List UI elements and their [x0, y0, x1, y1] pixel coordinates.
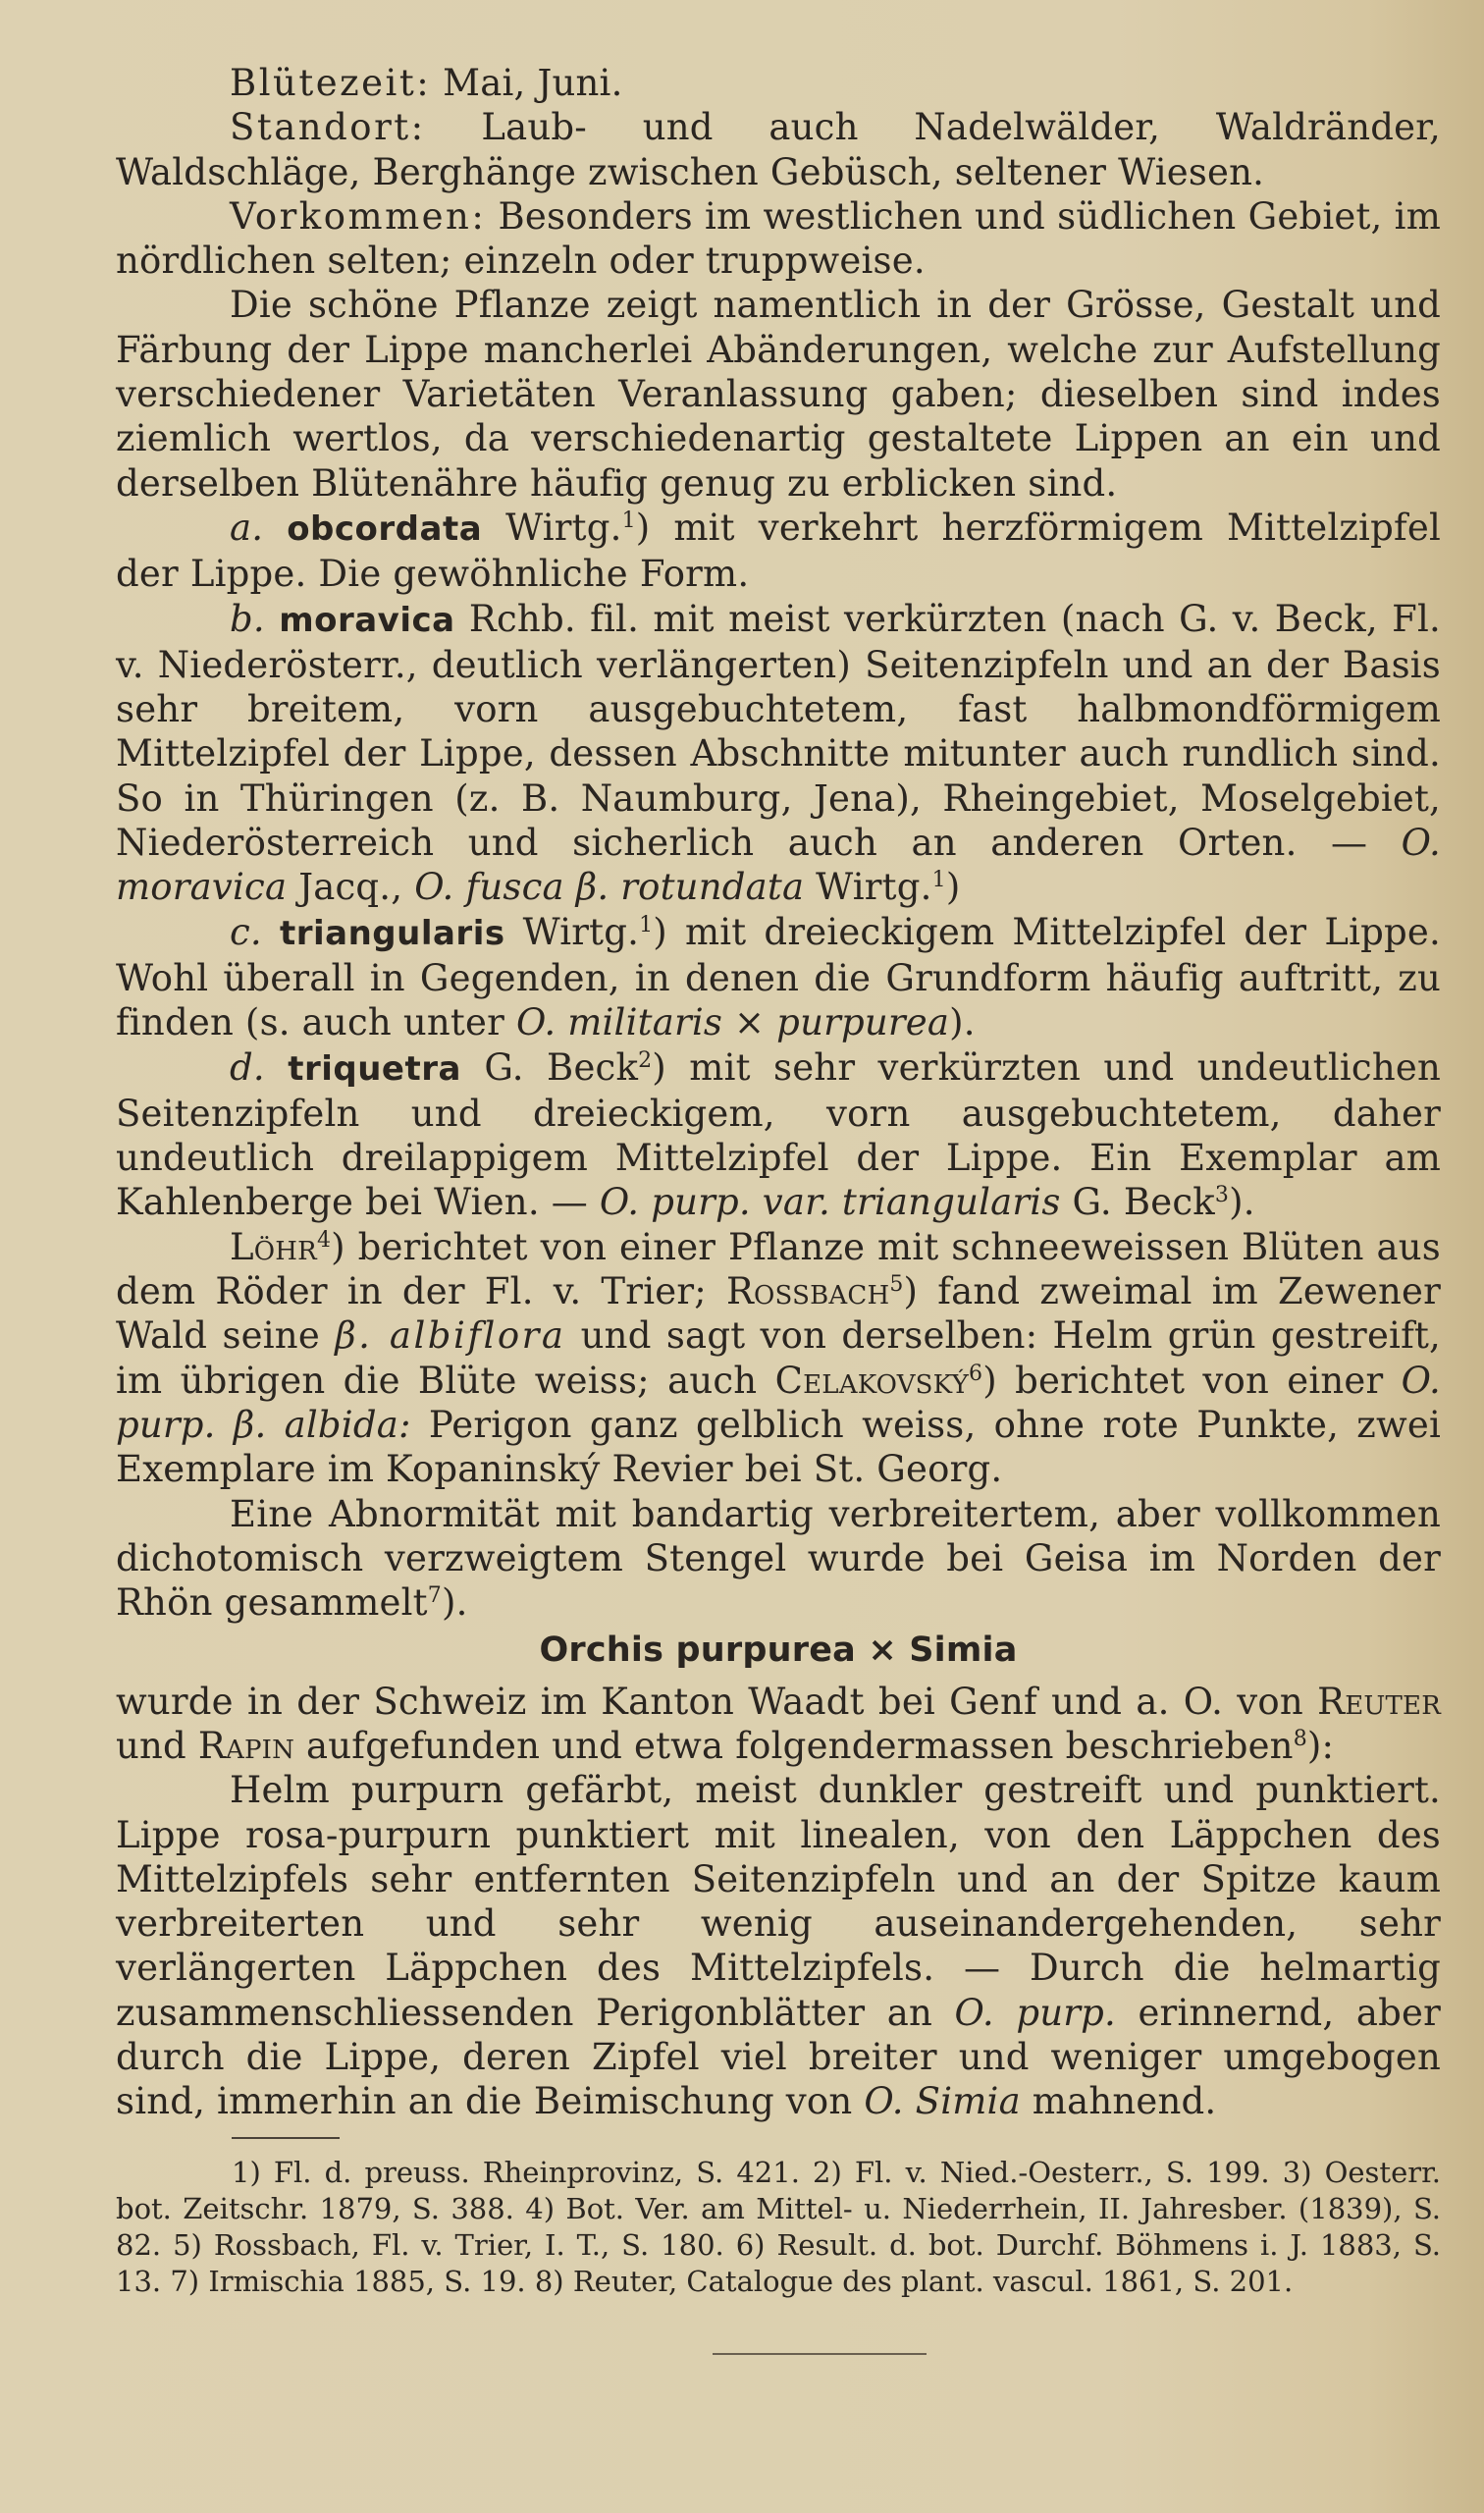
species-name: O. Simia: [864, 2080, 1021, 2123]
synonym: O. purp. var. triangularis: [599, 1181, 1061, 1224]
main-text: [116, 61, 1441, 2124]
synonym: O. moravica: [116, 822, 1441, 909]
cross-reference: O. militaris × purpurea: [515, 1001, 950, 1044]
paragraph-text: und sagt von derselben: Helm grün gestreift, im übrigen die Blüte weiss; auch: [116, 1314, 1441, 1402]
paragraph-text: ):: [1306, 1724, 1335, 1767]
variety-c: [116, 910, 1441, 1045]
paragraph-text: aufgefunden und etwa folgendermassen beschrieben: [294, 1724, 1294, 1767]
variety-name: obcordata: [287, 508, 483, 549]
synonym: O. fusca β. rotundata: [414, 866, 805, 909]
label-bluetezeit: Blütezeit:: [230, 62, 432, 104]
paragraph-text: wurde in der Schweiz im Kanton Waadt bei Genf und a. O. von: [116, 1680, 1318, 1723]
label-standort: Standort:: [230, 106, 426, 149]
paragraph-text: erinnernd, aber durch die Lippe, deren Zipfel viel breiter und weniger umgebogen sind, immerhin an die Beimischung von: [116, 1991, 1441, 2123]
variety-letter: c.: [230, 910, 262, 953]
variety-text: ) mit verkehrt herzförmigem Mittelzipfel der Lippe. Die gewöhnliche Form.: [116, 506, 1441, 596]
author-name: Löhr: [230, 1225, 317, 1268]
variety-d: [116, 1045, 1441, 1225]
variety-name: O. purp. β. albida:: [116, 1359, 1441, 1446]
author-name: Rossbach: [725, 1270, 890, 1313]
variety-letter: d.: [230, 1045, 265, 1089]
paragraph-text: ) berichtet von einer: [982, 1359, 1402, 1402]
author-name: Reuter: [1317, 1680, 1441, 1723]
variety-text: ).: [949, 1001, 976, 1044]
paragraph-text: ) fand zweimal im Zewener Wald seine: [116, 1270, 1442, 1358]
variety-author: Wirtg.: [804, 866, 932, 909]
paragraph-loehr: [116, 1225, 1441, 1492]
paragraph-standort: [116, 105, 1441, 194]
footnote-ref: 8: [1293, 1726, 1307, 1751]
footnote-ref: 3: [1214, 1183, 1230, 1208]
variety-text: ).: [1229, 1181, 1255, 1224]
variety-text: Jacq.,: [287, 866, 415, 909]
variety-author: Wirtg.: [482, 506, 622, 549]
paragraph-text: und: [116, 1724, 198, 1767]
paragraph-abnormity: [116, 1492, 1441, 1626]
footnote-ref: 7: [427, 1583, 442, 1609]
footnote-ref: 1: [621, 508, 636, 533]
paragraph-vorkommen: [116, 194, 1441, 284]
paragraph-text: ) berichtet von einer Pflanze mit schneeweissen Blüten aus dem Röder in der Fl. v. Trier;: [116, 1225, 1441, 1313]
footnote-ref: 2: [638, 1047, 653, 1073]
variety-name: triangularis: [279, 913, 505, 953]
author-name: Celakovský: [774, 1359, 969, 1402]
variety-b: [116, 597, 1441, 910]
paragraph-text: mahnend.: [1020, 2080, 1217, 2123]
footnote-ref: 1: [931, 868, 946, 893]
variety-author: Wirtg.: [504, 910, 640, 953]
variety-letter: b.: [230, 597, 265, 640]
variety-text: Rchb. fil. mit meist verkürzten (nach G. v. Beck, Fl. v. Niederösterr., deutlich verlängerten) Seitenzipfeln und an der Basis sehr breitem, vorn ausgebuchtetem, fast halbmondförmigem Mittelzipfel der Lippe, dessen Abschnitte mitunter auch rundlich sind. So in Thüringen (z. B. Naumburg, Jena), Rheingebiet, Moselgebiet, Niederösterreich und sicherlich auch an anderen Orten. —: [116, 597, 1441, 865]
paragraph-text: ).: [441, 1581, 468, 1625]
paragraph-description: Die schöne Pflanze zeigt namentlich in der Grösse, Gestalt und Färbung der Lippe mancherlei Abänderungen, welche zur Aufstellung verschiedener Varietäten Veranlassung gaben; dieselben sind indes ziemlich wertlos, da verschiedenartig gestaltete Lippen an ein und derselben Blütenähre häufig genug zu erblicken sind.: [116, 284, 1441, 505]
variety-text: ): [945, 866, 961, 909]
variety-text: ) mit dreieckigem Mittelzipfel der Lippe. Wohl überall in Gegenden, in denen die Grundform häufig auftritt, zu finden (s. auch unter: [116, 910, 1441, 1044]
footnotes-text: 1) Fl. d. preuss. Rheinprovinz, S. 421. 2) Fl. v. Nied.-Oesterr., S. 199. 3) Oesterr. bot. Zeitschr. 1879, S. 388. 4) Bot. Ver. am Mittel- u. Niederrhein, II. Jahresber. (1839), S. 82. 5) Rossbach, Fl. v. Trier, I. T., S. 180. 6) Result. d. bot. Durchf. Böhmens i. J. 1883, S. 13. 7) Irmischia 1885, S. 19. 8) Reuter, Catalogue des plant. vascul. 1861, S. 201.: [116, 2156, 1441, 2298]
text-bluetezeit: Mai, Juni.: [431, 62, 623, 104]
author-name: Rapin: [197, 1724, 295, 1767]
variety-author: G. Beck: [460, 1045, 639, 1089]
footnote-ref: 6: [968, 1361, 983, 1386]
footnote-ref: 1: [639, 912, 654, 937]
section-heading: Orchis purpurea × Simia: [539, 1631, 1018, 1671]
paragraph-text: Helm purpurn gefärbt, meist dunkler gestreift und punktiert. Lippe rosa-purpurn punktiert mit linealen, von den Läppchen des Mittelzipfels sehr entfernten Seitenzipfeln und an der Spitze kaum verbreiterten und sehr wenig auseinandergehenden, sehr verlängerten Läppchen des Mittelzipfels. — Durch die helmartig zusammenschliessenden Perigonblätter an: [116, 1769, 1441, 2034]
paragraph-reuter: [116, 1680, 1441, 1769]
footnote-divider: [232, 2137, 340, 2139]
variety-name: triquetra: [288, 1048, 461, 1089]
variety-text: ) mit sehr verkürzten und undeutlichen Seitenzipfeln und dreieckigem, vorn ausgebuchtetem, daher undeutlich dreilappigem Mittelzipfel der Lippe. Ein Exemplar am Kahlenberge bei Wien. —: [116, 1045, 1441, 1224]
paragraph-description-hybrid: [116, 1768, 1441, 2123]
paragraph-text: Perigon ganz gelblich weiss, ohne rote Punkte, zwei Exemplare im Kopaninský Revier bei St. Georg.: [116, 1403, 1441, 1491]
species-name: O. purp.: [954, 1991, 1116, 2034]
text-standort: Laub- und auch Nadelwälder, Waldränder, Waldschläge, Berghänge zwischen Gebüsch, seltener Wiesen.: [116, 106, 1441, 193]
label-vorkommen: Vorkommen:: [230, 194, 487, 238]
paragraph-text: Eine Abnormität mit bandartig verbreitertem, aber vollkommen dichotomisch verzweigtem Stengel wurde bei Geisa im Norden der Rhön gesammelt: [116, 1492, 1441, 1625]
footnotes: [116, 2155, 1441, 2300]
variety-name: moravica: [279, 600, 455, 640]
variety-name: β. albiflora: [335, 1314, 566, 1358]
footnote-ref: 4: [316, 1227, 332, 1253]
text-vorkommen: Besonders im westlichen und südlichen Gebiet, im nördlichen selten; einzeln oder truppweise.: [116, 194, 1441, 283]
page-end-rule: [713, 2353, 927, 2355]
variety-letter: a.: [230, 506, 264, 549]
paragraph-bluetezeit: [116, 61, 1441, 105]
variety-a: [116, 506, 1441, 597]
footnote-ref: 5: [889, 1272, 904, 1298]
variety-author: G. Beck: [1060, 1181, 1215, 1224]
